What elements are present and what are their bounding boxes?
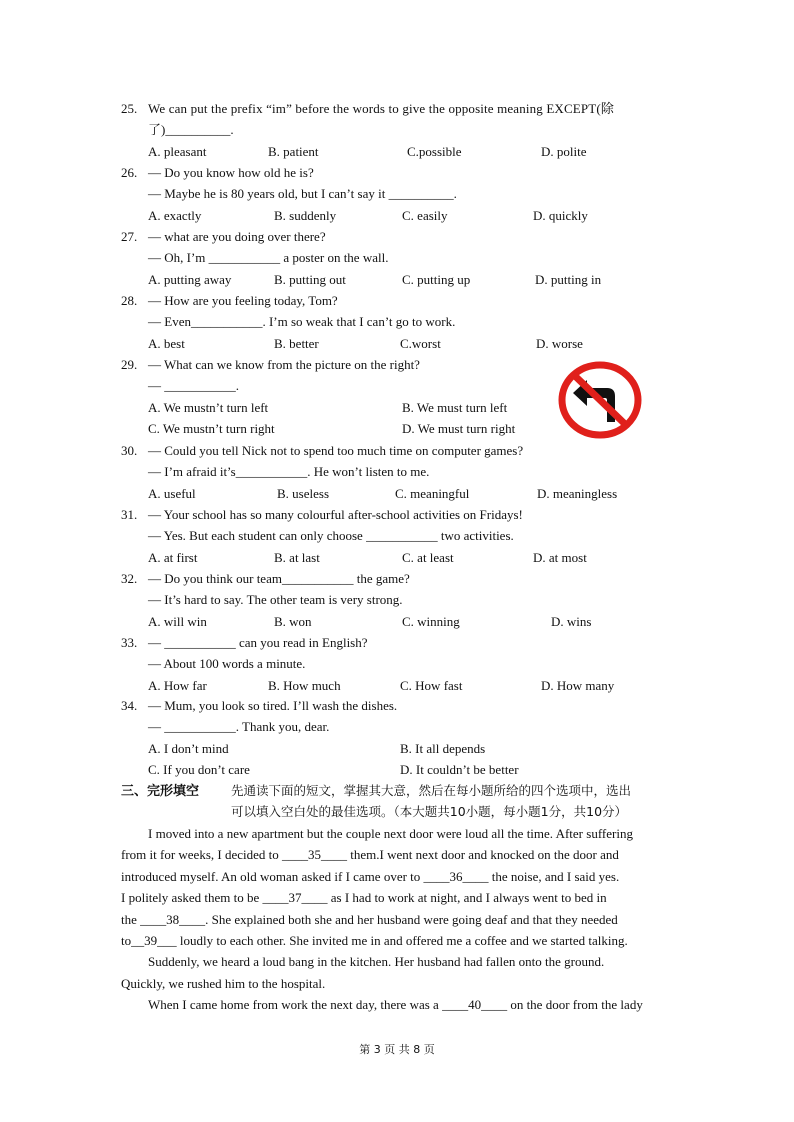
question-stem: — About 100 words a minute.: [148, 656, 306, 672]
option-a: A. useful: [148, 485, 196, 501]
passage-line: Suddenly, we heard a loud bang in the kitchen. Her husband had fallen onto the ground.: [148, 954, 605, 970]
option-a: A. putting away: [148, 271, 232, 287]
passage-line: I politely asked them to be ____37____ as I had to work at night, and I always went to bed in: [121, 890, 607, 906]
option-d: D. at most: [533, 549, 587, 565]
passage-line: Quickly, we rushed him to the hospital.: [121, 975, 326, 991]
option-d: D. putting in: [535, 271, 602, 287]
instruction-line: 先通读下面的短文，掌握其大意，然后在每小题所给的四个选项中，选出: [231, 783, 632, 798]
option-a: A. I don’t mind: [148, 740, 229, 756]
passage-line: the ____38____. She explained both she and her husband were going deaf and that they needed: [121, 911, 618, 927]
options-row: [148, 141, 688, 162]
question-27: [121, 226, 681, 290]
section-instructions: [231, 780, 681, 823]
cloze-passage: [121, 823, 673, 1016]
options-row: [148, 269, 688, 290]
option-d: D. worse: [536, 335, 583, 351]
options-row: [148, 611, 688, 632]
option-c: C. meaningful: [395, 485, 470, 501]
option-c: C.possible: [407, 143, 462, 159]
question-stem: — What can we know from the picture on the right?: [148, 357, 420, 372]
question-number: 26.: [121, 165, 138, 180]
option-d: D. It couldn’t be better: [400, 762, 519, 778]
question-stem: — How are you feeling today, Tom?: [148, 293, 338, 308]
option-c: C. How fast: [400, 677, 463, 693]
instruction-line: 可以填入空白处的最佳选项。（本大题共10小题，每小题1分，共10分）: [231, 804, 628, 820]
options-row: [148, 205, 688, 226]
question-30: [121, 440, 681, 504]
question-stem: — ___________.: [148, 378, 239, 394]
option-b: B. better: [274, 335, 319, 351]
passage-line: to__39___ loudly to each other. She invited me in and offered me a coffee and we started talking.: [121, 932, 628, 948]
question-32: [121, 568, 681, 632]
no-left-turn-sign-icon: [557, 360, 643, 440]
option-b: B. It all depends: [400, 740, 486, 756]
passage-line: When I came home from work the next day, there was a ____40____ on the door from the lady: [148, 997, 643, 1013]
question-number: 27.: [121, 229, 138, 244]
question-number: 33.: [121, 635, 138, 650]
option-d: D. wins: [551, 613, 592, 629]
option-a: A. best: [148, 335, 185, 351]
option-c: C.worst: [400, 335, 441, 351]
option-d: D. polite: [541, 143, 587, 159]
option-b: B. suddenly: [274, 207, 337, 223]
question-number: 30.: [121, 443, 138, 458]
question-stem: — Yes. But each student can only choose ___________ two activities.: [148, 528, 514, 544]
question-stem: — Even___________. I’m so weak that I can’t go to work.: [148, 314, 456, 330]
options-row: [148, 675, 688, 696]
option-c: C. We mustn’t turn right: [148, 421, 275, 437]
option-b: B. at last: [274, 549, 320, 565]
options-row: [148, 333, 688, 354]
question-stem: — Do you know how old he is?: [148, 165, 314, 180]
question-stem: — Maybe he is 80 years old, but I can’t say it __________.: [148, 186, 457, 202]
option-d: D. How many: [541, 677, 615, 693]
question-33: [121, 632, 681, 696]
question-31: [121, 504, 681, 568]
option-c: C. easily: [402, 207, 448, 223]
question-25: [121, 98, 681, 162]
option-c: C. winning: [402, 613, 460, 629]
question-stem: We can put the prefix “im” before the words to give the opposite meaning EXCEPT(除: [148, 101, 614, 116]
option-b: B. won: [274, 613, 312, 629]
question-stem: — what are you doing over there?: [148, 229, 326, 244]
passage-line: introduced myself. An old woman asked if I came over to ____36____ the noise, and I said yes.: [121, 868, 620, 884]
option-b: B. putting out: [274, 271, 346, 287]
question-number: 31.: [121, 507, 138, 522]
question-number: 29.: [121, 357, 138, 372]
option-a: A. We mustn’t turn left: [148, 399, 269, 415]
option-a: A. pleasant: [148, 143, 207, 159]
options-row: [148, 547, 688, 568]
question-34: [121, 695, 681, 781]
question-stem: — Your school has so many colourful after-school activities on Fridays!: [148, 507, 523, 522]
question-number: 34.: [121, 698, 138, 713]
section-title: 三、完形填空: [121, 784, 200, 799]
question-28: [121, 290, 681, 354]
option-c: C. If you don’t care: [148, 762, 250, 778]
option-d: D. We must turn right: [402, 421, 516, 437]
option-b: B. useless: [277, 485, 329, 501]
question-number: 32.: [121, 571, 138, 586]
question-stem: — ___________ can you read in English?: [148, 635, 368, 650]
question-stem: 了)__________.: [148, 122, 234, 138]
page-footer: 第 3 页 共 8 页: [359, 1043, 435, 1056]
option-b: B. How much: [268, 677, 341, 693]
question-26: [121, 162, 681, 226]
option-a: A. at first: [148, 549, 198, 565]
option-c: C. at least: [402, 549, 454, 565]
option-a: A. How far: [148, 677, 207, 693]
passage-line: I moved into a new apartment but the couple next door were loud all the time. After suffering: [148, 826, 633, 841]
question-stem: — Do you think our team___________ the game?: [148, 571, 410, 586]
question-stem: — It’s hard to say. The other team is very strong.: [148, 592, 403, 608]
question-stem: — I’m afraid it’s___________. He won’t listen to me.: [148, 464, 430, 480]
option-a: A. will win: [148, 613, 207, 629]
question-stem: — ___________. Thank you, dear.: [148, 719, 330, 735]
option-b: B. We must turn left: [402, 399, 508, 415]
question-number: 28.: [121, 293, 138, 308]
options-row: [148, 483, 688, 504]
option-b: B. patient: [268, 143, 319, 159]
question-number: 25.: [121, 101, 138, 116]
question-stem: — Oh, I’m ___________ a poster on the wall.: [148, 250, 389, 266]
option-c: C. putting up: [402, 271, 471, 287]
option-a: A. exactly: [148, 207, 202, 223]
question-stem: — Could you tell Nick not to spend too much time on computer games?: [148, 443, 524, 458]
option-d: D. meaningless: [537, 485, 618, 501]
options-row: [148, 738, 688, 759]
question-stem: — Mum, you look so tired. I’ll wash the dishes.: [148, 698, 398, 713]
options-row: [148, 759, 688, 780]
option-d: D. quickly: [533, 207, 588, 223]
passage-line: from it for weeks, I decided to ____35____ them.I went next door and knocked on the door and: [121, 847, 619, 863]
